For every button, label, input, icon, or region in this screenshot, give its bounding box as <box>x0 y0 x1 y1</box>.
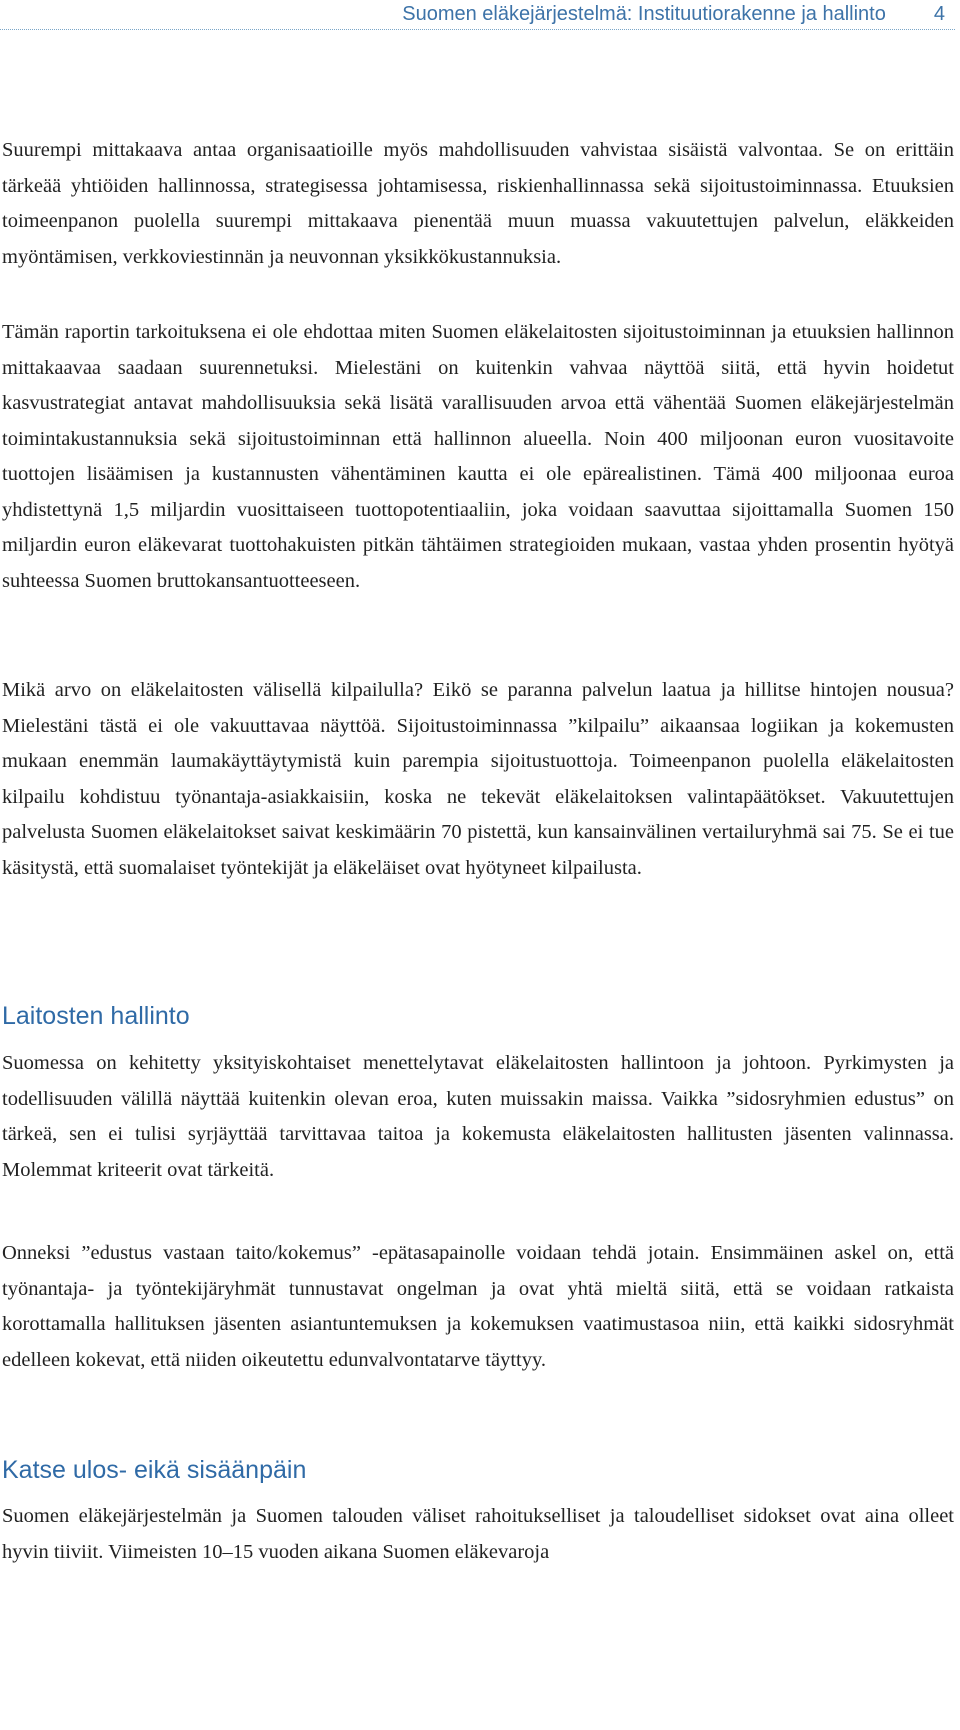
paragraph-governance: Suomessa on kehitetty yksityiskohtaiset menettelytavat eläkelaitosten hallintoon ja johtoon. Pyrkimysten ja todellisuuden välillä näyttää kuitenkin olevan eroa, kuten muissakin maissa. Vaikka ”sidosryhmien edustus” on tärkeä, sen ei tulisi syrjäyttää tarvittavaa taitoa ja kokemusta eläkelaitosten hallitusten jäsenten valinnassa. Molemmat kriteerit ovat tärkeitä. <box>2 1052 954 1181</box>
section-heading-outlook: Katse ulos- eikä sisäänpäin <box>2 1456 307 1484</box>
running-header-title: Suomen eläkejärjestelmä: Instituutiorakenne ja hallinto <box>402 3 886 25</box>
paragraph-scale: Suurempi mittakaava antaa organisaatioille myös mahdollisuuden vahvistaa sisäistä valvontaa. Se on erittäin tärkeää yhtiöiden hallinnossa, strategisessa johtamisessa, riskienhallinnassa sekä sijoitustoiminnassa. Etuuksien toimeenpanon puolella suurempi mittakaava pienentää muun muassa vakuutettujen palvelun, eläkkeiden myöntämisen, verkkoviestinnän ja neuvonnan yksikkökustannuksia. <box>2 139 954 268</box>
running-header <box>0 0 955 30</box>
paragraph-competition: Mikä arvo on eläkelaitosten välisellä kilpailulla? Eikö se paranna palvelun laatua ja hillitse hintojen nousua? Mielestäni tästä ei ole vakuuttavaa näyttöä. Sijoitustoiminnassa ”kilpailu” aikaansaa logiikan ja kokemusten mukaan enemmän laumakäyttäytymistä kuin parempia sijoitustuottoja. Toimeenpanon puolella eläkelaitosten kilpailu kohdistuu työnantaja-asiakkaisiin, koska ne tekevät eläkelaitoksen valintapäätökset. Vakuutettujen palvelusta Suomen eläkelaitokset saivat keskimäärin 70 pistettä, kun kansainvälinen vertailuryhmä sai 75. Se ei tue käsitystä, että suomalaiset työntekijät ja eläkeläiset ovat hyötyneet kilpailusta. <box>2 679 954 879</box>
paragraph-representation: Onneksi ”edustus vastaan taito/kokemus” -epätasapainolle voidaan tehdä jotain. Ensimmäinen askel on, että työnantaja- ja työntekijäryhmät tunnustavat ongelman ja ovat yhtä mieltä siitä, että se voidaan ratkaista korottamalla hallituksen jäsenten asiantuntemuksen ja kokemuksen vaatimustasoa niin, että kaikki sidosryhmät edelleen kokevat, että niiden oikeutettu edunvalvontatarve täyttyy. <box>2 1242 954 1371</box>
page-number: 4 <box>933 3 945 25</box>
paragraph-report-purpose: Tämän raportin tarkoituksena ei ole ehdottaa miten Suomen eläkelaitosten sijoitustoiminnan ja etuuksien hallinnon mittakaavaa saadaan suurennetuksi. Mielestäni on kuitenkin vahvaa näyttöä siitä, että hyvin hoidetut kasvustrategiat antavat mahdollisuuksia sekä lisätä varallisuuden arvoa että vähentää Suomen eläkejärjestelmän toimintakustannuksia sekä sijoitustoiminnan että hallinnon alueella. Noin 400 miljoonan euron vuositavoite tuottojen lisäämisen ja kustannusten vähentäminen kautta ei ole epärealistinen. Tämä 400 miljoonaa euroa yhdistettynä 1,5 miljardin vuosittaiseen tuottopotentiaaliin, joka voidaan saavuttaa sijoittamalla Suomen 150 miljardin euron eläkevarat tuottohakuisten pitkän tähtäimen strategioiden mukaan, vastaa yhden prosentin hyötyä suhteessa Suomen bruttokansantuotteeseen. <box>2 321 954 592</box>
paragraph-economy-links: Suomen eläkejärjestelmän ja Suomen talouden väliset rahoitukselliset ja taloudelliset sidokset ovat aina olleet hyvin tiiviit. Viimeisten 10–15 vuoden aikana Suomen eläkevaroja <box>2 1505 954 1563</box>
section-heading-governance: Laitosten hallinto <box>2 1002 190 1030</box>
